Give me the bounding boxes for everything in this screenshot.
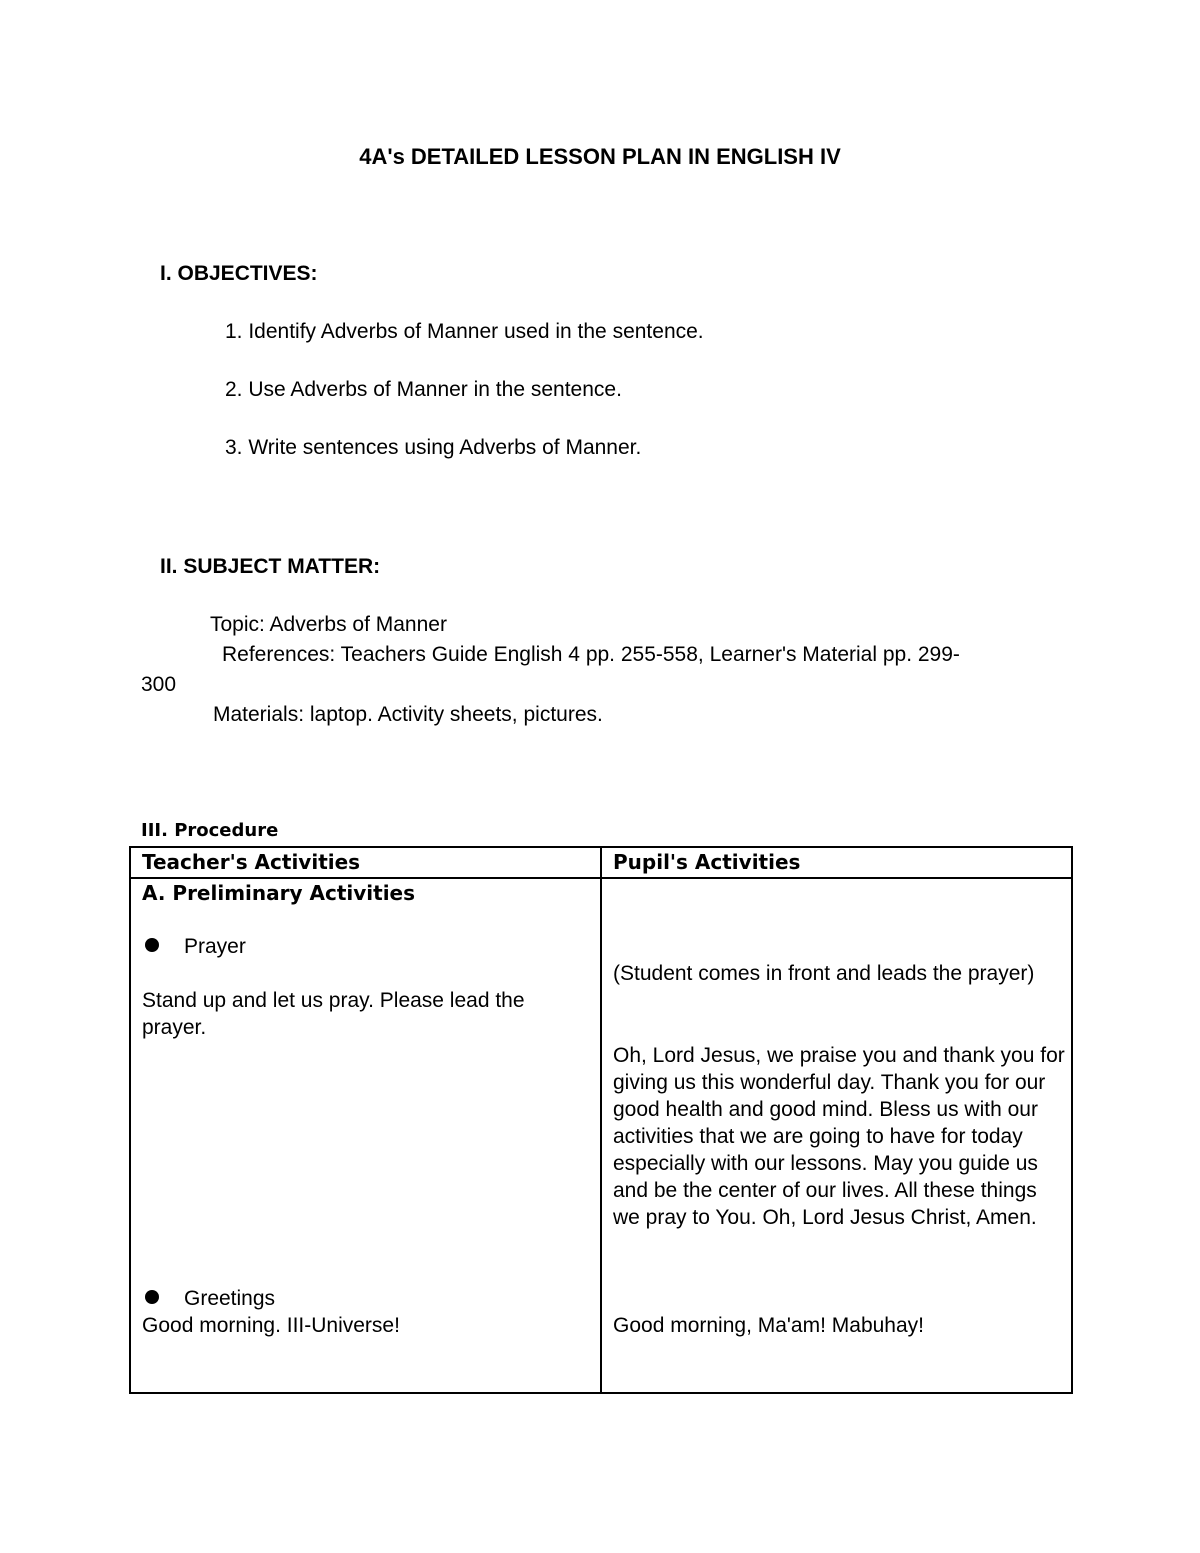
bullet-icon	[145, 938, 159, 952]
pupil-prayer-response: (Student comes in front and leads the prayer)	[613, 962, 1035, 985]
page-title: 4A's DETAILED LESSON PLAN IN ENGLISH IV	[359, 144, 841, 169]
topic-line: Topic: Adverbs of Manner	[210, 613, 447, 636]
objective-item-3: 3. Write sentences using Adverbs of Manner.	[225, 436, 642, 459]
objective-item-2: 2. Use Adverbs of Manner in the sentence.	[225, 378, 622, 401]
objective-item-1: 1. Identify Adverbs of Manner used in the sentence.	[225, 320, 704, 343]
pupil-activities-cell	[601, 878, 1072, 1393]
preliminary-activities-heading: A. Preliminary Activities	[142, 881, 416, 905]
greetings-bullet-item	[142, 1285, 275, 1312]
prayer-bullet-label: Prayer	[184, 935, 246, 958]
table-row	[130, 878, 1072, 1393]
teacher-greetings-text: Good morning. III-Universe!	[142, 1314, 400, 1337]
procedure-heading: III. Procedure	[141, 820, 279, 841]
greetings-bullet-label: Greetings	[184, 1287, 276, 1310]
teacher-activities-header: Teacher's Activities	[130, 847, 601, 878]
objectives-heading: I. OBJECTIVES:	[160, 262, 318, 285]
pupil-activities-header: Pupil's Activities	[601, 847, 1072, 878]
teacher-activities-cell	[130, 878, 601, 1393]
references-line: References: Teachers Guide English 4 pp. 255-558, Learner's Material pp. 299-	[222, 643, 960, 666]
materials-line: Materials: laptop. Activity sheets, pictures.	[213, 703, 603, 726]
teacher-prayer-text: Stand up and let us pray. Please lead the prayer.	[142, 989, 525, 1039]
table-header-row	[130, 847, 1072, 878]
pupil-greetings-response: Good morning, Ma'am! Mabuhay!	[613, 1314, 924, 1337]
references-line-continued: 300	[141, 673, 177, 696]
pupil-prayer-text: Oh, Lord Jesus, we praise you and thank you for giving us this wonderful day. Thank you for our good health and good mind. Bless us with our activities that we are going to have for today especially with our lessons. May you guide us and be the center of our lives. All these things we pray to You. Oh, Lord Jesus Christ, Amen.	[613, 1044, 1065, 1229]
procedure-table	[129, 846, 1073, 1394]
subject-matter-heading: II. SUBJECT MATTER:	[160, 555, 381, 578]
prayer-bullet-item	[142, 933, 246, 960]
bullet-icon	[145, 1290, 159, 1304]
